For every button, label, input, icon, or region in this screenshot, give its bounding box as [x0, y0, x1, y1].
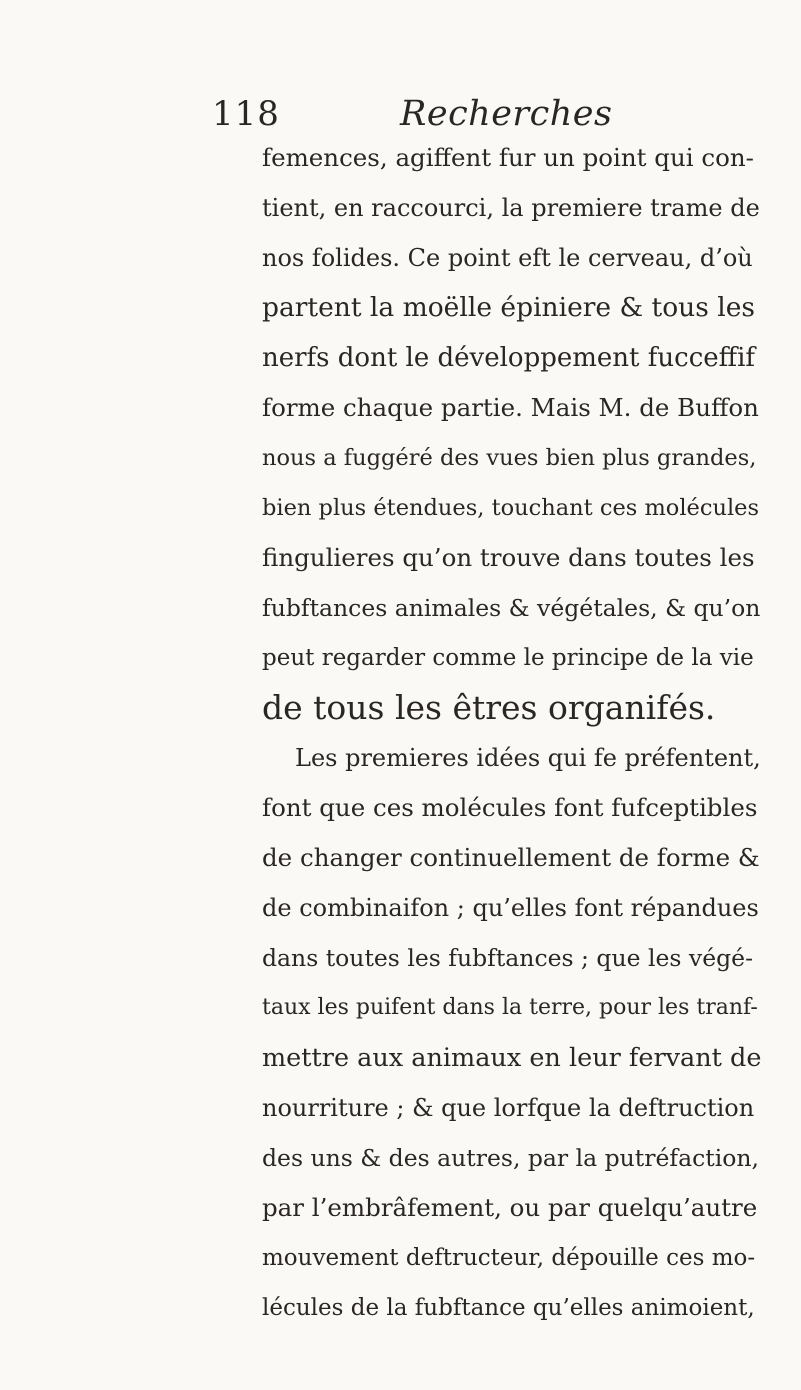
text-line: nourriture ; & que lorfque la deftruction: [262, 1094, 755, 1122]
running-title: Recherches: [400, 94, 613, 134]
text-line: fingulieres qu’on trouve dans toutes les: [262, 543, 755, 572]
text-line: de combinaifon ; qu’elles font répandues: [262, 894, 759, 922]
text-line: mettre aux animaux en leur fervant de: [262, 1043, 762, 1073]
text-line: font que ces molécules font fufceptibles: [262, 793, 758, 822]
text-line: peut regarder comme le principe de la vie: [262, 645, 754, 671]
text-line: de changer continuellement de forme &: [262, 843, 760, 872]
page-number: 118: [212, 94, 280, 134]
running-head: [0, 92, 801, 136]
text-line: par l’embrâfement, ou par quelqu’autre: [262, 1193, 758, 1222]
text-line: nos folides. Ce point eft le cerveau, d’où: [262, 244, 753, 272]
text-line: mouvement deftructeur, dépouille ces mo-: [262, 1245, 756, 1271]
text-line: taux les puifent dans la terre, pour les tranf-: [262, 995, 758, 1020]
text-line: bien plus étendues, touchant ces molécules: [262, 495, 759, 521]
text-line: fubftances animales & végétales, & qu’on: [262, 594, 761, 622]
text-line: lécules de la fubftance qu’elles animoient,: [262, 1295, 755, 1321]
text-line: Les premieres idées qui fe préfentent,: [295, 744, 761, 772]
text-line: nerfs dont le développement fucceffif: [262, 343, 756, 373]
text-line: nous a fuggéré des vues bien plus grandes,: [262, 445, 757, 471]
text-line: des uns & des autres, par la putréfaction,: [262, 1144, 759, 1172]
text-line: tient, en raccourci, la premiere trame de: [262, 194, 760, 222]
text-line: forme chaque partie. Mais M. de Buffon: [262, 393, 759, 422]
text-line: femences, agiffent fur un point qui con-: [262, 143, 754, 172]
text-line: partent la moëlle épiniere & tous les: [262, 292, 756, 323]
text-line: de tous les êtres organifés.: [262, 688, 716, 727]
text-line: dans toutes les fubftances ; que les végé-: [262, 944, 754, 972]
